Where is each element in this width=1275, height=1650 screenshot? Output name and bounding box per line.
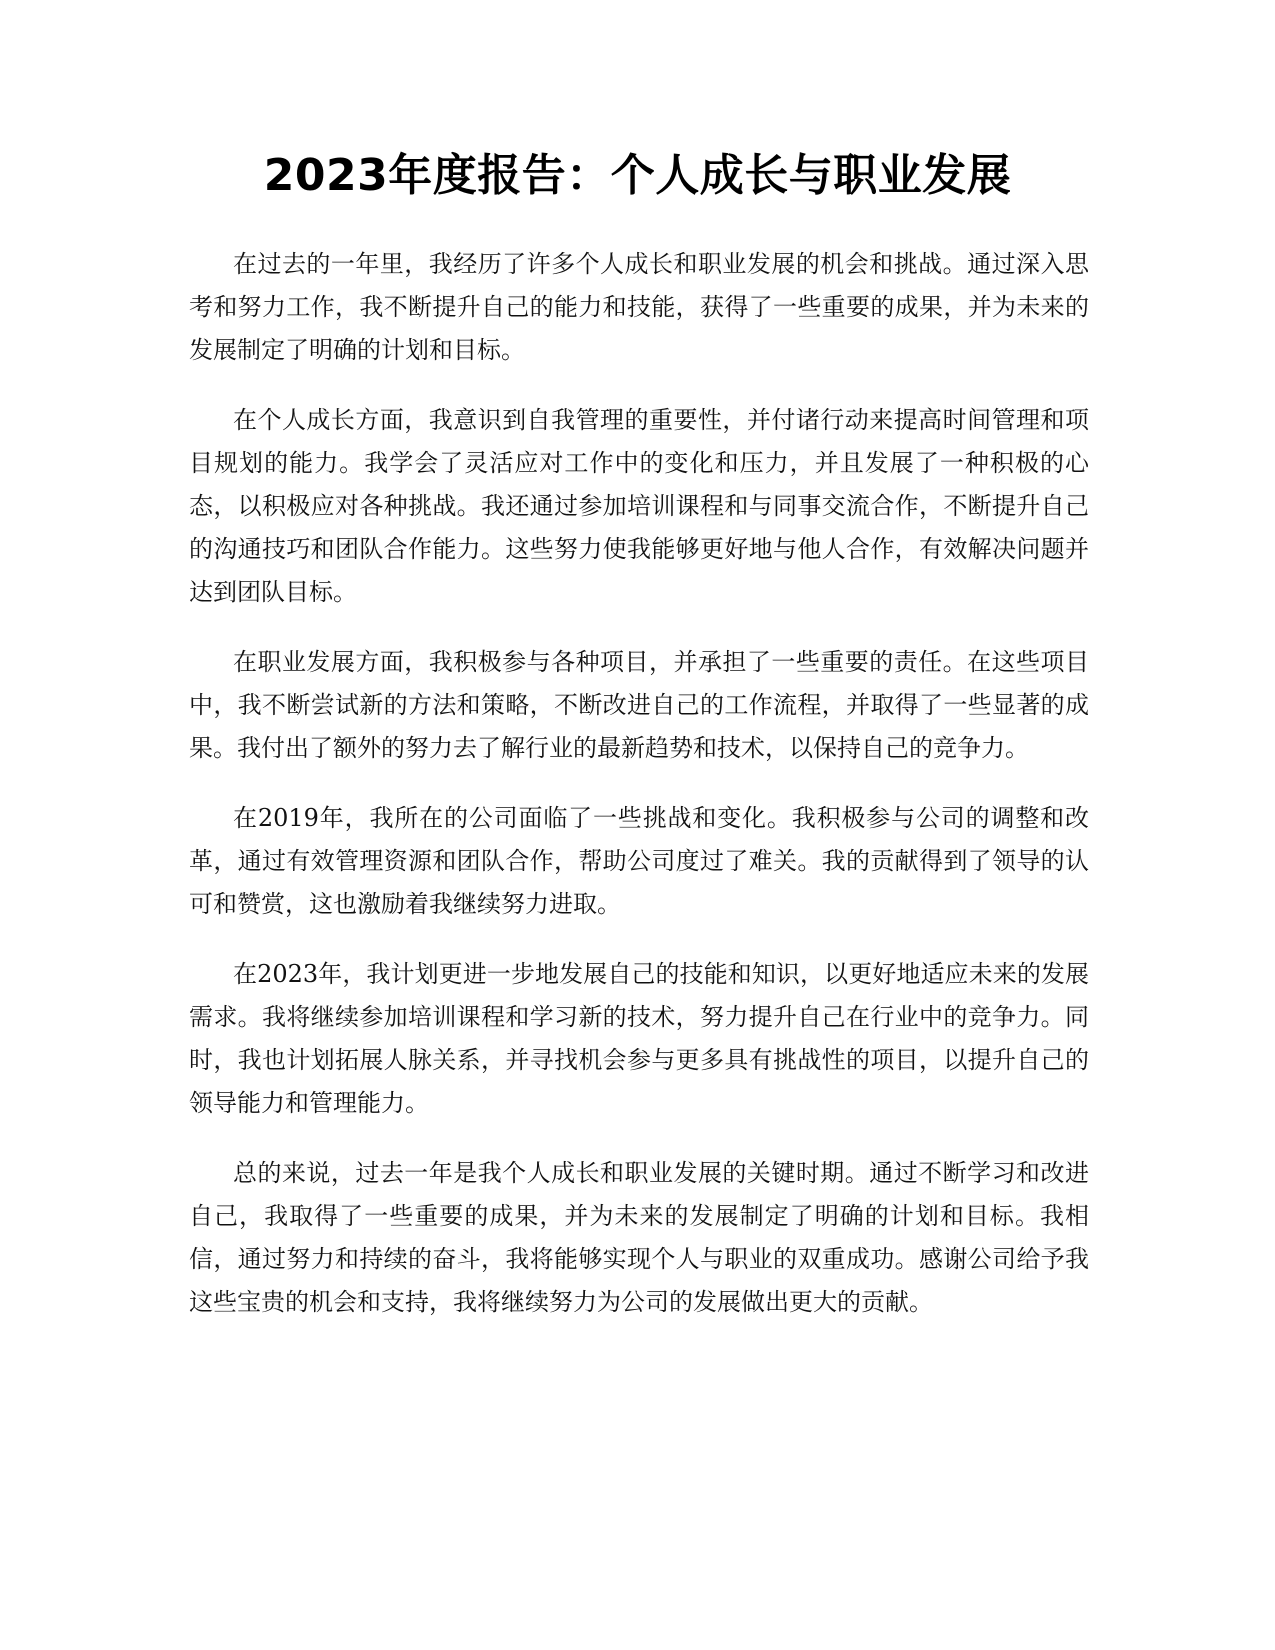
paragraph-1: 在过去的一年里，我经历了许多个人成长和职业发展的机会和挑战。通过深入思考和努力工作，我不断提升自己的能力和技能，获得了一些重要的成果，并为未来的发展制定了明确的计划和目标。 bbox=[189, 250, 1089, 364]
document-body bbox=[189, 243, 1089, 1351]
paragraph-2: 在个人成长方面，我意识到自我管理的重要性，并付诸行动来提高时间管理和项目规划的能力。我学会了灵活应对工作中的变化和压力，并且发展了一种积极的心态，以积极应对各种挑战。我还通过参加培训课程和与同事交流合作，不断提升自己的沟通技巧和团队合作能力。这些努力使我能够更好地与他人合作，有效解决问题并达到团队目标。 bbox=[189, 406, 1089, 606]
paragraph-6: 总的来说，过去一年是我个人成长和职业发展的关键时期。通过不断学习和改进自己，我取得了一些重要的成果，并为未来的发展制定了明确的计划和目标。我相信，通过努力和持续的奋斗，我将能够实现个人与职业的双重成功。感谢公司给予我这些宝贵的机会和支持，我将继续努力为公司的发展做出更大的贡献。 bbox=[189, 1159, 1089, 1316]
paragraph-3: 在职业发展方面，我积极参与各种项目，并承担了一些重要的责任。在这些项目中，我不断尝试新的方法和策略，不断改进自己的工作流程，并取得了一些显著的成果。我付出了额外的努力去了解行业的最新趋势和技术，以保持自己的竞争力。 bbox=[189, 648, 1089, 762]
paragraph-4: 在2019年，我所在的公司面临了一些挑战和变化。我积极参与公司的调整和改革，通过有效管理资源和团队合作，帮助公司度过了难关。我的贡献得到了领导的认可和赞赏，这也激励着我继续努力进取。 bbox=[189, 804, 1089, 918]
document-title: 2023年度报告：个人成长与职业发展 bbox=[263, 150, 1012, 201]
paragraph-5: 在2023年，我计划更进一步地发展自己的技能和知识，以更好地适应未来的发展需求。我将继续参加培训课程和学习新的技术，努力提升自己在行业中的竞争力。同时，我也计划拓展人脉关系，并寻找机会参与更多具有挑战性的项目，以提升自己的领导能力和管理能力。 bbox=[189, 960, 1089, 1117]
